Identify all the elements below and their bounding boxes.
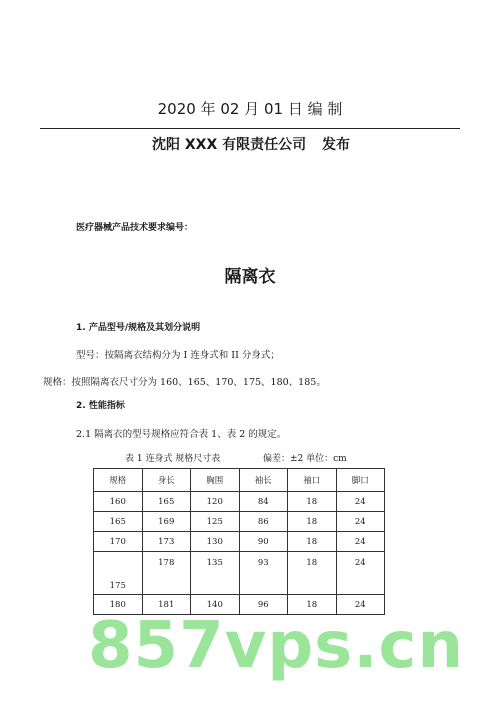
table-cell: 18	[288, 492, 337, 512]
table-cell: 18	[288, 595, 337, 615]
table-cell: 24	[336, 512, 385, 532]
table-cell: 24	[336, 532, 385, 552]
table-cell: 84	[239, 492, 288, 512]
table-cell: 181	[142, 595, 191, 615]
spec-number-label: 医疗器械产品技术要求编号：	[76, 223, 194, 233]
table-header-row	[94, 469, 385, 492]
table-row	[94, 492, 385, 512]
publish-label: 发布	[322, 137, 350, 153]
header-cell: 袖口	[288, 469, 337, 492]
table-cell: 165	[142, 492, 191, 512]
table-cell: 93	[239, 552, 288, 595]
table-cell: 140	[191, 595, 240, 615]
table-cell: 169	[142, 512, 191, 532]
table-row	[94, 532, 385, 552]
compile-date: 2020 年 02 月 01 日 编 制	[157, 100, 343, 118]
table-cell: 24	[336, 552, 385, 595]
table-cell: 135	[191, 552, 240, 595]
header-cell: 身长	[142, 469, 191, 492]
size-description: 规格：按照隔离衣尺寸分为 160、165、170、175、180、185。	[43, 377, 326, 388]
table-cell: 18	[288, 552, 337, 595]
table-caption: 表 1 连身式 规格尺寸表	[125, 454, 221, 464]
section-2-heading: 2. 性能指标	[76, 401, 125, 411]
table-cell: 160	[94, 492, 143, 512]
table-cell: 120	[191, 492, 240, 512]
header-rule	[40, 128, 460, 129]
table-cell: 165	[94, 512, 143, 532]
model-description: 型号：按隔离衣结构分为 I 连身式和 II 分身式；	[76, 350, 280, 361]
table-cell: 96	[239, 595, 288, 615]
table-cell: 180	[94, 595, 143, 615]
table-row	[94, 552, 385, 595]
table-cell: 24	[336, 595, 385, 615]
size-spec-table	[93, 468, 385, 615]
table-cell: 125	[191, 512, 240, 532]
section-2-1-paragraph: 2.1 隔离衣的型号规格应符合表 1、表 2 的规定。	[76, 429, 287, 440]
table-cell: 24	[336, 492, 385, 512]
table-cell: 86	[239, 512, 288, 532]
header-cell: 胸围	[191, 469, 240, 492]
table-cell: 18	[288, 512, 337, 532]
watermark: 857vps.cn	[88, 609, 465, 683]
table-cell: 90	[239, 532, 288, 552]
header-cell: 脚口	[336, 469, 385, 492]
table-cell: 170	[94, 532, 143, 552]
header-cell: 规格	[94, 469, 143, 492]
table-cell: 173	[142, 532, 191, 552]
table-row	[94, 512, 385, 532]
table-cell: 175	[94, 552, 143, 595]
company-name: 沈阳 XXX 有限责任公司	[152, 137, 307, 153]
table-cell: 130	[191, 532, 240, 552]
table-cell: 18	[288, 532, 337, 552]
document-title: 隔离衣	[224, 267, 276, 287]
section-1-heading: 1. 产品型号/规格及其划分说明	[76, 323, 201, 333]
table-cell: 178	[142, 552, 191, 595]
header-cell: 袖长	[239, 469, 288, 492]
table-tolerance-unit: 偏差：±2 单位：cm	[263, 454, 347, 464]
